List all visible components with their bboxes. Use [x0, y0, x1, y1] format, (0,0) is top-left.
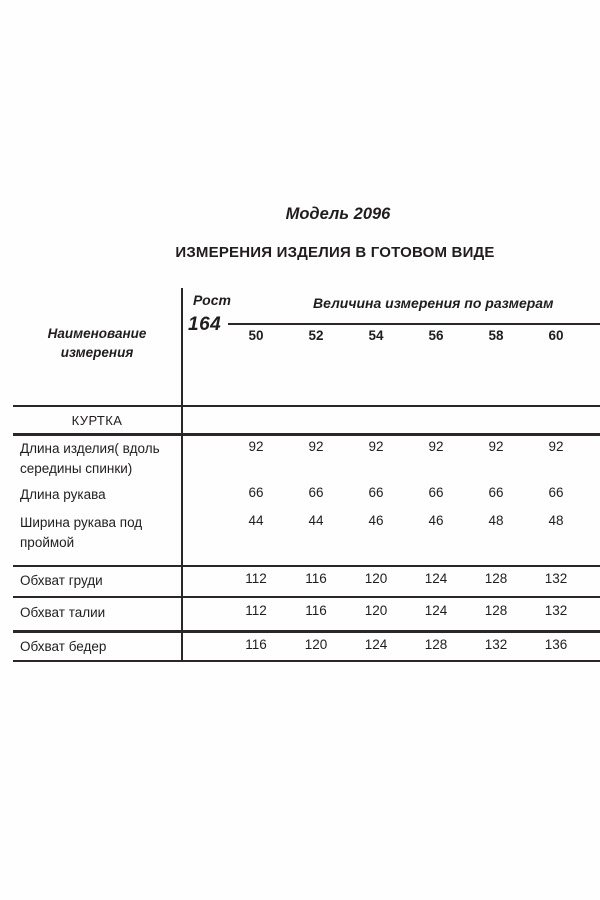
page-subtitle: ИЗМЕРЕНИЯ ИЗДЕЛИЯ В ГОТОВОМ ВИДЕ [175, 244, 495, 261]
table-row [13, 596, 600, 630]
value-cell: 116 [305, 571, 327, 586]
value-cell: 124 [364, 637, 388, 652]
row-values [226, 637, 586, 652]
row-label: Длина рукава [20, 487, 106, 502]
value-cell: 92 [368, 439, 384, 454]
row-values [226, 513, 586, 528]
sizes-header-row [226, 328, 586, 343]
value-cell: 44 [308, 513, 324, 528]
value-cell: 124 [424, 603, 448, 618]
row-values [226, 603, 586, 618]
size-label: 54 [368, 328, 384, 343]
value-cell: 112 [245, 603, 267, 618]
value-cell: 120 [304, 637, 328, 652]
name-column-header-line1: Наименование [47, 326, 147, 341]
value-cell: 66 [488, 485, 504, 500]
table-row [13, 433, 600, 480]
row-values [226, 439, 586, 454]
table-row [13, 480, 600, 510]
value-cell: 66 [248, 485, 264, 500]
table-row [13, 510, 600, 565]
value-cell: 92 [488, 439, 504, 454]
value-cell: 120 [364, 603, 388, 618]
table-row [13, 565, 600, 596]
height-value: 164 [188, 314, 222, 335]
row-label: Обхват талии [20, 605, 106, 620]
value-cell: 66 [308, 485, 324, 500]
value-cell: 128 [484, 603, 508, 618]
value-cell: 132 [544, 571, 568, 586]
name-column-header [13, 324, 181, 362]
value-cell: 136 [544, 637, 568, 652]
table-row [13, 630, 600, 662]
row-label: Ширина рукава под проймой [20, 515, 143, 550]
size-label: 50 [248, 328, 264, 343]
row-label: Длина изделия( вдоль середины спинки) [20, 441, 160, 476]
row-label: Обхват бедер [20, 639, 107, 654]
value-cell: 116 [245, 637, 267, 652]
sizes-group-header: Величина измерения по размерам [313, 295, 554, 311]
value-cell: 48 [488, 513, 504, 528]
value-cell: 124 [424, 571, 448, 586]
section-header: КУРТКА [71, 413, 123, 428]
sizes-underline [228, 323, 600, 325]
value-cell: 92 [548, 439, 564, 454]
value-cell: 112 [245, 571, 267, 586]
height-label: Рост [193, 292, 231, 308]
size-label: 60 [548, 328, 564, 343]
row-values [226, 485, 586, 500]
value-cell: 46 [428, 513, 444, 528]
value-cell: 92 [428, 439, 444, 454]
value-cell: 92 [248, 439, 264, 454]
value-cell: 116 [305, 603, 327, 618]
page-title: Модель 2096 [285, 205, 391, 223]
value-cell: 92 [308, 439, 324, 454]
value-cell: 120 [364, 571, 388, 586]
value-cell: 132 [544, 603, 568, 618]
name-column-header-line2: измерения [60, 345, 134, 360]
size-label: 58 [488, 328, 504, 343]
value-cell: 44 [248, 513, 264, 528]
value-cell: 128 [424, 637, 448, 652]
section-row-jacket [13, 405, 600, 433]
row-values [226, 571, 586, 586]
value-cell: 48 [548, 513, 564, 528]
size-label: 52 [308, 328, 324, 343]
value-cell: 128 [484, 571, 508, 586]
size-label: 56 [428, 328, 444, 343]
value-cell: 132 [484, 637, 508, 652]
row-label: Обхват груди [20, 573, 103, 588]
value-cell: 66 [548, 485, 564, 500]
value-cell: 66 [428, 485, 444, 500]
table-header [13, 288, 600, 405]
value-cell: 46 [368, 513, 384, 528]
value-cell: 66 [368, 485, 384, 500]
